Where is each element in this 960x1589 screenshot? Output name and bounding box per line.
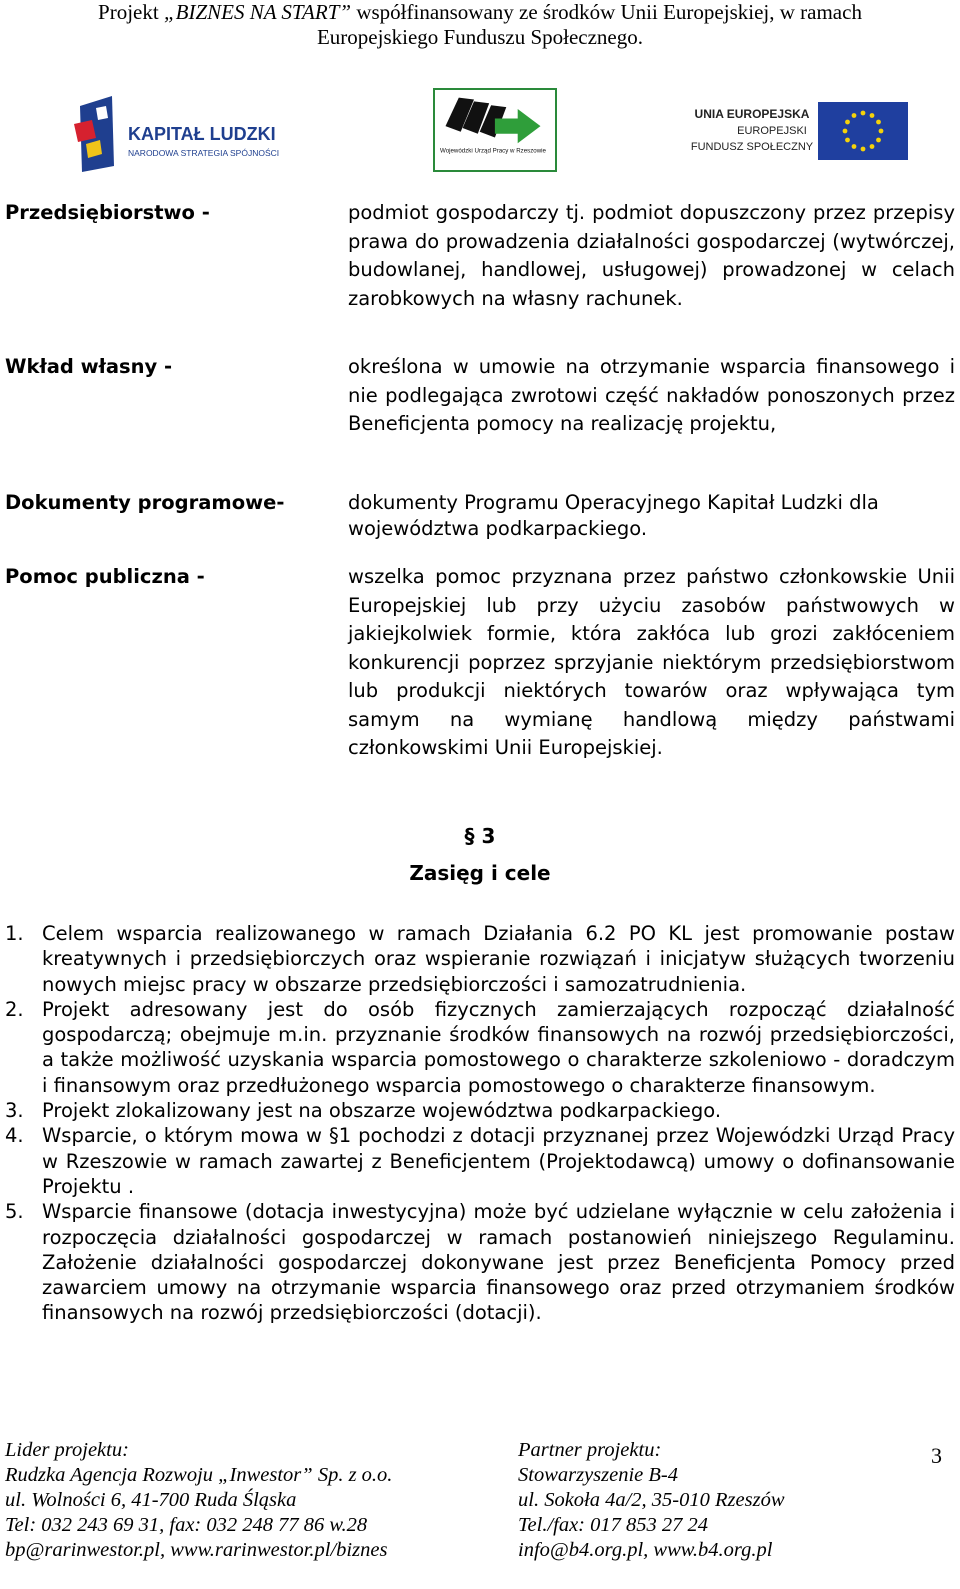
footer-org-name: Rudzka Agencja Rozwoju „Inwestor” Sp. z o.o. [5, 1464, 393, 1486]
project-name: „BIZNES NA START” [163, 0, 352, 24]
footer-lead-partner [5, 1438, 392, 1563]
list-item-text: Projekt adresowany jest do osób fizycznych zamierzających rozpocząć działalność gospodarczą; obejmuje m.in. przyznanie środków finansowych na rozwój przedsiębiorczości, a także możliwość uzyskania wsparcia pomostowego o charakterze szkoleniowo - doradczym i finansowym oraz przedłużonego wsparcia pomostowego o charakterze finansowym. [42, 997, 955, 1097]
list-item-number: 1. [5, 922, 24, 945]
list-item [5, 1199, 955, 1325]
wup-emblem [435, 90, 551, 166]
list-item [5, 1123, 955, 1199]
header-line-1 [0, 0, 960, 25]
list-item [5, 921, 955, 997]
footer-label: Partner projektu: [518, 1439, 662, 1461]
header-text: Projekt [98, 0, 164, 24]
page-number: 3 [931, 1443, 942, 1468]
eu-line-2: EUROPEJSKI [737, 125, 807, 137]
definition-desc: podmiot gospodarczy tj. podmiot dopuszczony przez przepisy prawa do prowadzenia działalności gospodarczej (wytwórczej, budowlanej, handlowej, usługowej) prowadzonej w celach zarobkowych na własny rachunek. [348, 201, 955, 310]
definition-desc: określona w umowie na otrzymanie wsparcia finansowego i nie podlegająca zwrotowi część nakładów ponoszonych przez Beneficjenta pomocy na realizację projektu, [348, 355, 955, 435]
footer-email-www[interactable]: bp@rarinwestor.pl, www.rarinwestor.pl/biznes [5, 1539, 388, 1561]
footer-org-name: Stowarzyszenie B-4 [518, 1464, 678, 1486]
definition-term: Przedsiębiorstwo - [5, 201, 210, 224]
list-item [5, 997, 955, 1098]
list-item-number: 5. [5, 1200, 24, 1224]
footer-partner [518, 1438, 785, 1563]
section-title: Zasięg i cele [409, 861, 551, 885]
eu-line-3: FUNDUSZ SPOŁECZNY [690, 141, 814, 153]
goals-list [5, 921, 955, 1326]
footer-phone: Tel: 032 243 69 31, fax: 032 248 77 86 w.28 [5, 1514, 368, 1536]
eu-logo [690, 96, 920, 166]
header-line-2: Europejskiego Funduszu Społecznego. [316, 25, 644, 49]
list-item-number: 3. [5, 1099, 24, 1123]
definition-desc: wszelka pomoc przyznana przez państwo członkowskie Unii Europejskiej lub przy użyciu zasobów państwowych w jakiejkolwiek formie, która zakłóca lub grozi zakłóceniem konkurencji poprzez sprzyjanie niektórym przedsiębiorstwom lub produkcji niektórych towarów oraz wpływająca tym samym na wymianę handlową między państwami członkowskimi Unii Europejskiej. [348, 565, 955, 759]
list-item-text: Wsparcie, o którym mowa w §1 pochodzi z dotacji przyznanej przez Wojewódzki Urząd Pracy w Rzeszowie w ramach zawartej z Beneficjentem (Projektodawcą) umowy o dofinansowanie Projektu . [42, 1124, 955, 1198]
wup-caption: Wojewódzki Urząd Pracy w Rzeszowie [440, 147, 546, 155]
page-header [0, 0, 960, 50]
eu-line-1: UNIA EUROPEJSKA [694, 107, 810, 121]
list-item-text: Projekt zlokalizowany jest na obszarze województwa podkarpackiego. [42, 1099, 722, 1123]
logo-bar [0, 88, 960, 178]
list-item [5, 1098, 955, 1123]
definition-desc: dokumenty Programu Operacyjnego Kapitał Ludzki dla województwa podkarpackiego. [348, 491, 879, 540]
header-text: współfinansowany ze środków Unii Europejskiej, w ramach [351, 0, 862, 24]
footer-label: Lider projektu: [5, 1439, 129, 1461]
section-number: § 3 [464, 824, 496, 848]
footer-phone: Tel./fax: 017 853 27 24 [518, 1514, 709, 1536]
list-item-number: 2. [5, 997, 24, 1021]
kapital-ludzki-logo [70, 94, 310, 174]
definition-term: Pomoc publiczna - [5, 565, 205, 588]
kl-title: KAPITAŁ LUDZKI [128, 124, 276, 144]
footer-email-www[interactable]: info@b4.org.pl, www.b4.org.pl [518, 1539, 773, 1561]
list-item-text: Wsparcie finansowe (dotacja inwestycyjna) może być udzielane wyłącznie w celu założenia i rozpoczęcia działalności gospodarczej w ramach postanowień niniejszego Regulaminu. Założenie działalności gospodarczej dokonywane jest przez Beneficjenta Pomocy przed zawarciem umowy na otrzymanie wsparcia finansowego oraz przed otrzymaniem środków finansowych na rozwój przedsiębiorczości (dotacji). [42, 1200, 955, 1325]
kl-subtitle: NARODOWA STRATEGIA SPÓJNOŚCI [128, 148, 280, 158]
wup-logo [433, 88, 557, 172]
footer-address: ul. Wolności 6, 41-700 Ruda Śląska [5, 1489, 297, 1511]
footer-address: ul. Sokoła 4a/2, 35-010 Rzeszów [518, 1489, 785, 1511]
list-item-number: 4. [5, 1124, 24, 1148]
definition-term: Wkład własny - [5, 355, 173, 378]
list-item-text: Celem wsparcia realizowanego w ramach Działania 6.2 PO KL jest promowanie postaw kreatywnych i przedsiębiorczych oraz wspieranie rozwiązań i inicjatyw służących tworzeniu nowych miejsc pracy w obszarze przedsiębiorczości i samozatrudnienia. [42, 922, 955, 996]
definition-term: Dokumenty programowe- [5, 491, 285, 514]
